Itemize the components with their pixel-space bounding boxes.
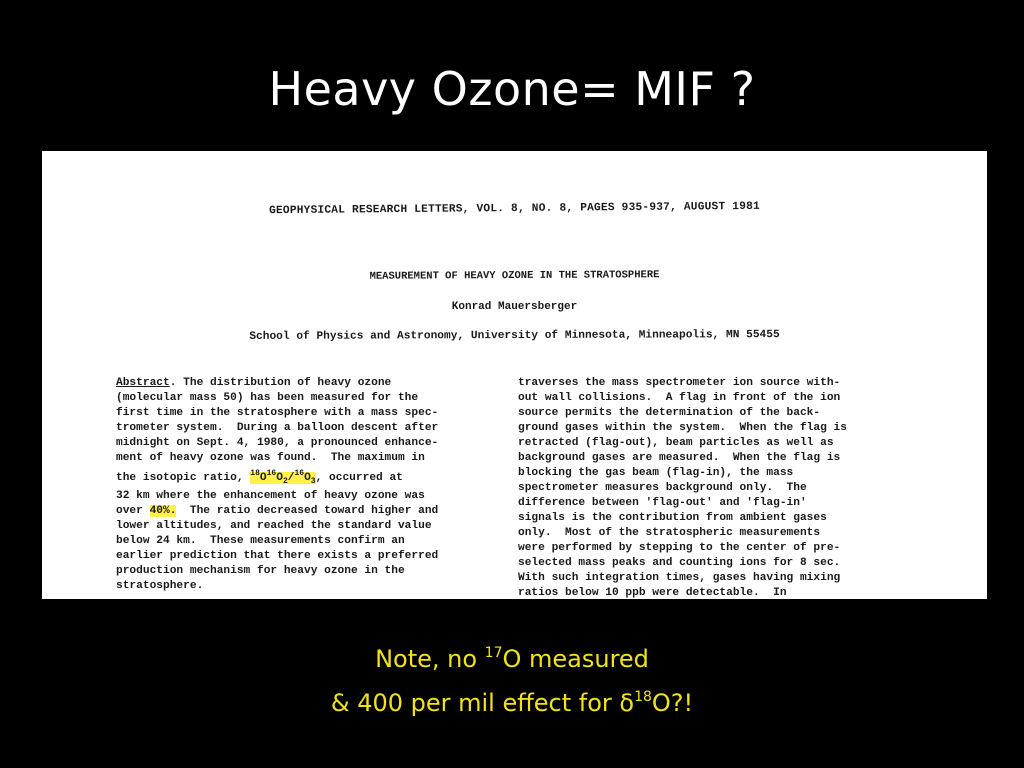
highlighted-isotopic-ratio xyxy=(250,469,316,486)
abstract-line: lower altitudes, and reached the standard value xyxy=(116,520,432,532)
body-line: difference between 'flag-out' and 'flag-in' xyxy=(518,497,807,509)
ratio-symbol: O xyxy=(259,472,267,484)
abstract-line: earlier prediction that there exists a preferred xyxy=(116,550,439,562)
abstract-line xyxy=(116,376,536,391)
body-line: source permits the determination of the back- xyxy=(518,407,821,419)
body-line: With such integration times, gases having mixing xyxy=(518,572,841,584)
abstract-line: first time in the stratosphere with a mass spec- xyxy=(116,407,439,419)
note-line-2 xyxy=(0,680,1024,720)
isotope-superscript: 18 xyxy=(634,689,652,705)
ratio-sub: 2 xyxy=(282,477,288,486)
abstract-line: below 24 km. These measurements confirm an xyxy=(116,535,405,547)
note-line-1 xyxy=(0,636,1024,676)
paper-affiliation: School of Physics and Astronomy, University of Minnesota, Minneapolis, MN 55455 xyxy=(249,329,780,343)
isotope-superscript: 17 xyxy=(484,645,503,661)
body-line: spectrometer measures background only. The xyxy=(518,482,807,494)
paper-excerpt-image xyxy=(42,151,987,599)
highlighted-percentage: 40%. xyxy=(149,505,177,517)
abstract-heading: Abstract xyxy=(116,377,170,389)
body-line: background gases are measured. When the flag is xyxy=(518,452,841,464)
abstract-line: production mechanism for heavy ozone in the xyxy=(116,565,405,577)
abstract-line xyxy=(116,504,536,519)
body-line: only. Most of the stratospheric measurements xyxy=(518,527,821,539)
note-text: O measured xyxy=(502,645,649,673)
abstract-line: ment of heavy ozone was found. The maximum in xyxy=(116,452,425,464)
note-text: Note, no xyxy=(375,645,485,673)
abstract-text: over xyxy=(116,505,150,517)
abstract-text: , occurred at xyxy=(315,472,403,484)
abstract-line: (molecular mass 50) has been measured for the xyxy=(116,392,419,404)
body-line: ground gases within the system. When the flag is xyxy=(518,422,847,434)
abstract-text: . The distribution of heavy ozone xyxy=(169,377,392,389)
abstract-line: midnight on Sept. 4, 1980, a pronounced enhance- xyxy=(116,437,439,449)
ratio-sup: 16 xyxy=(294,469,305,478)
note-text: & 400 per mil effect for δ xyxy=(330,689,635,717)
body-line: selected mass peaks and counting ions for 8 sec. xyxy=(518,557,841,569)
body-line: ratios below 10 ppb were detectable. In xyxy=(518,587,787,599)
abstract-line: 32 km where the enhancement of heavy ozone was xyxy=(116,490,425,502)
ratio-symbol: O xyxy=(304,472,311,484)
ratio-sub: 3 xyxy=(310,477,316,486)
abstract-column-left xyxy=(116,376,536,594)
ratio-sup: 16 xyxy=(266,469,277,478)
journal-citation: GEOPHYSICAL RESEARCH LETTERS, VOL. 8, NO. 8, PAGES 935-937, AUGUST 1981 xyxy=(269,200,760,218)
ratio-symbol: O xyxy=(276,472,283,484)
ratio-slash: / xyxy=(287,472,295,484)
body-line: retracted (flag-out), beam particles as well as xyxy=(518,437,834,449)
body-line: out wall collisions. A flag in front of the ion xyxy=(518,392,841,404)
paper-title: MEASUREMENT OF HEAVY OZONE IN THE STRATOSPHERE xyxy=(369,269,660,283)
ratio-sup: 18 xyxy=(250,469,260,478)
body-column-right xyxy=(518,376,978,599)
body-line: traverses the mass spectrometer ion source with- xyxy=(518,377,841,389)
body-line: blocking the gas beam (flag-in), the mass xyxy=(518,467,794,479)
slide-title: Heavy Ozone= MIF ? xyxy=(268,62,756,116)
abstract-text: The ratio decreased toward higher and xyxy=(176,505,439,517)
abstract-line: stratosphere. xyxy=(116,580,204,592)
body-line: signals is the contribution from ambient gases xyxy=(518,512,827,524)
note-text: O?! xyxy=(651,689,694,717)
abstract-line: trometer system. During a balloon descent after xyxy=(116,422,439,434)
body-line: were performed by stepping to the center of pre- xyxy=(518,542,841,554)
abstract-line xyxy=(116,466,536,489)
paper-author: Konrad Mauersberger xyxy=(451,301,578,313)
abstract-text: the isotopic ratio, xyxy=(116,472,251,484)
